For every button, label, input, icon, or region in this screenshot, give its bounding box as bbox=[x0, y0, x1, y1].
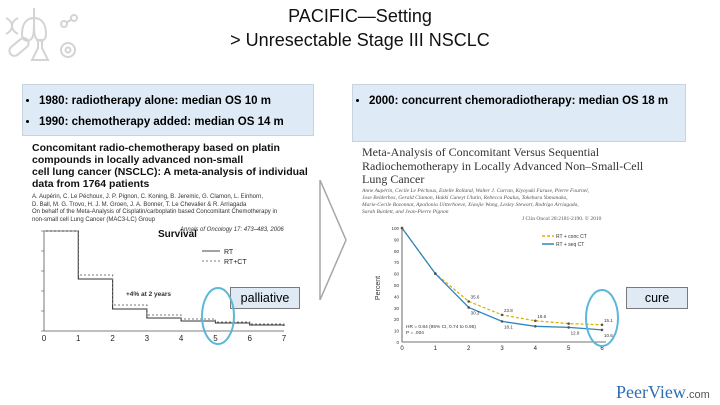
right-author-line: Anne Aupérin, Cecile Le Péchoux, Estelle Rolland, Walter J. Curran, Kiyoyuki Furuse, Pierre Fournel, bbox=[362, 188, 590, 194]
right-paper-title-line: Lung Cancer bbox=[362, 172, 425, 186]
x-tick-label: 2 bbox=[466, 346, 471, 352]
y-tick-label: 60 bbox=[393, 271, 399, 277]
left-chart-annotation: +4% at 2 years bbox=[126, 291, 171, 298]
left-author-line: A. Aupérin, C. Le Péchoux, J. P. Pignon, C. Koning, B. Jeremic, G. Clamon, L. Einhorn, bbox=[32, 194, 264, 200]
x-tick-label: 2 bbox=[110, 334, 115, 343]
right-paper-title-line: Meta-Analysis of Concomitant Versus Sequential bbox=[362, 145, 600, 159]
legend-label-rt: RT bbox=[224, 249, 234, 256]
bullet-1980: • 1980: radiotherapy alone: median OS 10 m bbox=[39, 95, 313, 107]
right-chart-y-ticks bbox=[391, 226, 399, 345]
left-bullet-list bbox=[23, 85, 313, 128]
y-tick-label: 90 bbox=[393, 237, 399, 243]
right-bullet-list bbox=[353, 85, 685, 107]
right-highlight-circle bbox=[582, 286, 622, 350]
left-chart-series bbox=[44, 231, 284, 326]
x-tick-label: 3 bbox=[500, 346, 504, 352]
slide-title-line2: > Unresectable Stage III NSCLC bbox=[230, 30, 490, 50]
molecule-icon bbox=[61, 15, 77, 27]
left-chart-title: Survival bbox=[158, 229, 197, 240]
bullet-2000: • 2000: concurrent chemoradiotherapy: median OS 18 m bbox=[369, 95, 685, 107]
legend-label-conc: RT + conc CT bbox=[556, 234, 587, 240]
right-chart-x-ticks bbox=[400, 346, 604, 352]
x-tick-label: 1 bbox=[76, 334, 81, 343]
bullet-1990: • 1990: chemotherapy added: median OS 14 m bbox=[39, 116, 313, 128]
series-line-rt-ct bbox=[44, 231, 284, 325]
medical-icons-decoration bbox=[4, 4, 84, 66]
left-paper-title-line: data from 1764 patients bbox=[32, 178, 150, 190]
left-paper-title bbox=[32, 142, 312, 190]
flask-icon bbox=[32, 40, 48, 60]
left-paper-title-line: Concomitant radio-chemotherapy based on platin bbox=[32, 142, 280, 154]
gear-icon bbox=[61, 43, 75, 57]
y-tick-label: 20 bbox=[393, 317, 399, 323]
right-bullet-box bbox=[352, 84, 686, 142]
data-point bbox=[567, 322, 570, 325]
left-paper-title-line: cell lung cancer (NSCLC): A meta-analysis of individual bbox=[32, 166, 308, 178]
legend-label-seq: RT + seq CT bbox=[556, 242, 585, 248]
left-author-line: On behalf of the Meta-Analysis of Cisplatin/carboplatin based Concomitant Chemotherapy in bbox=[32, 209, 278, 215]
right-paper-title-line: Radiochemotherapy in Locally Advanced Non–Small-Cell bbox=[362, 158, 644, 173]
left-survival-chart bbox=[22, 225, 314, 345]
left-author-line: D. Ball, M. G. Trovo, H. J. M. Groen, J. A. Bonner, T. Le Chevalier & R. Arriagada bbox=[32, 201, 247, 208]
data-point bbox=[467, 306, 470, 309]
right-chart-pvalue: P = .004 bbox=[406, 331, 424, 336]
left-author-line: non-small cell Lung Cancer (MAC3-LC) Group bbox=[32, 216, 156, 223]
left-highlight-circle bbox=[198, 284, 238, 348]
progression-arrow bbox=[318, 180, 348, 300]
x-tick-label: 4 bbox=[178, 334, 184, 343]
left-chart-x-ticks bbox=[42, 334, 287, 343]
x-tick-label: 6 bbox=[600, 346, 604, 352]
left-bullet-box bbox=[22, 84, 314, 136]
right-citation: J Clin Oncol 28:2181-2190. © 2010 bbox=[522, 216, 602, 222]
x-tick-label: 6 bbox=[247, 334, 252, 343]
right-author-line: Sarah Burdett, and Jean-Pierre Pignon bbox=[362, 209, 449, 215]
data-point bbox=[434, 272, 437, 275]
brand-name: PeerView bbox=[616, 382, 686, 402]
palliative-badge: palliative bbox=[230, 287, 300, 309]
data-label: 18.1 bbox=[504, 324, 513, 330]
right-author-line: Marie-Cecile Bozonnat, Apollonia Uitterhoeve, Xiaojie Wang, Lesley Stewart, Rodrigo Arriagada, bbox=[362, 202, 579, 208]
dna-icon bbox=[6, 18, 18, 34]
data-point bbox=[534, 319, 537, 322]
left-chart-y-ticks bbox=[41, 231, 44, 331]
x-tick-label: 0 bbox=[400, 346, 404, 352]
data-label: 35.6 bbox=[470, 294, 480, 300]
x-tick-label: 0 bbox=[41, 334, 47, 343]
y-tick-label: 50 bbox=[393, 283, 399, 288]
left-paper-title-line: compounds in locally advanced non-small bbox=[32, 154, 244, 166]
data-label: 15.1 bbox=[604, 317, 613, 323]
right-chart-legend bbox=[542, 234, 587, 248]
data-point bbox=[534, 325, 537, 328]
right-chart-hr: HR = 0.84 (95% CI, 0.74 to 0.95) bbox=[406, 325, 476, 330]
cure-badge: cure bbox=[626, 287, 688, 309]
y-tick-label: 30 bbox=[393, 305, 399, 311]
data-point bbox=[567, 326, 570, 329]
x-tick-label: 3 bbox=[144, 334, 150, 343]
data-label: 18.6 bbox=[537, 313, 547, 319]
lungs-icon bbox=[22, 8, 46, 41]
data-label: 23.8 bbox=[504, 307, 513, 313]
data-point bbox=[501, 314, 504, 317]
data-label: 12.8 bbox=[570, 330, 580, 336]
y-tick-label: 10 bbox=[393, 328, 399, 334]
right-author-line: Jose Belderbos, Gerald Clamon, Hakki Cuneyt Ulutin, Rebecca Paulus, Takeharu Yamanaka, bbox=[362, 195, 568, 201]
data-point bbox=[467, 300, 470, 303]
x-tick-label: 5 bbox=[566, 346, 571, 352]
x-tick-label: 1 bbox=[433, 346, 438, 352]
series-line-rt bbox=[44, 231, 284, 326]
right-authors bbox=[362, 188, 684, 216]
right-chart-y-label: Percent bbox=[375, 275, 382, 301]
left-chart-legend bbox=[202, 249, 247, 266]
x-tick-label: 7 bbox=[281, 334, 287, 343]
y-tick-label: 40 bbox=[393, 294, 399, 300]
y-tick-label: 100 bbox=[391, 226, 399, 231]
data-label: 30.3 bbox=[470, 310, 480, 316]
right-paper-title bbox=[362, 146, 684, 187]
peerview-logo bbox=[616, 382, 710, 403]
y-tick-label: 70 bbox=[393, 260, 399, 266]
pill-icon bbox=[7, 36, 30, 58]
left-authors bbox=[32, 194, 316, 224]
data-label: 10.6 bbox=[604, 332, 613, 338]
brand-suffix: .com bbox=[685, 389, 710, 401]
y-tick-label: 80 bbox=[393, 248, 399, 254]
slide-title-line1: PACIFIC—Setting bbox=[288, 6, 432, 26]
x-tick-label: 4 bbox=[533, 346, 538, 352]
left-citation: Annals of Oncology 17: 473–483, 2006 bbox=[180, 227, 284, 233]
data-point bbox=[401, 227, 404, 230]
data-point bbox=[501, 320, 504, 323]
slide-title bbox=[0, 4, 720, 52]
right-os-chart bbox=[366, 222, 616, 352]
x-tick-label: 5 bbox=[213, 334, 218, 343]
y-tick-label: 0 bbox=[396, 340, 399, 345]
legend-label-rtct: RT+CT bbox=[224, 259, 247, 266]
